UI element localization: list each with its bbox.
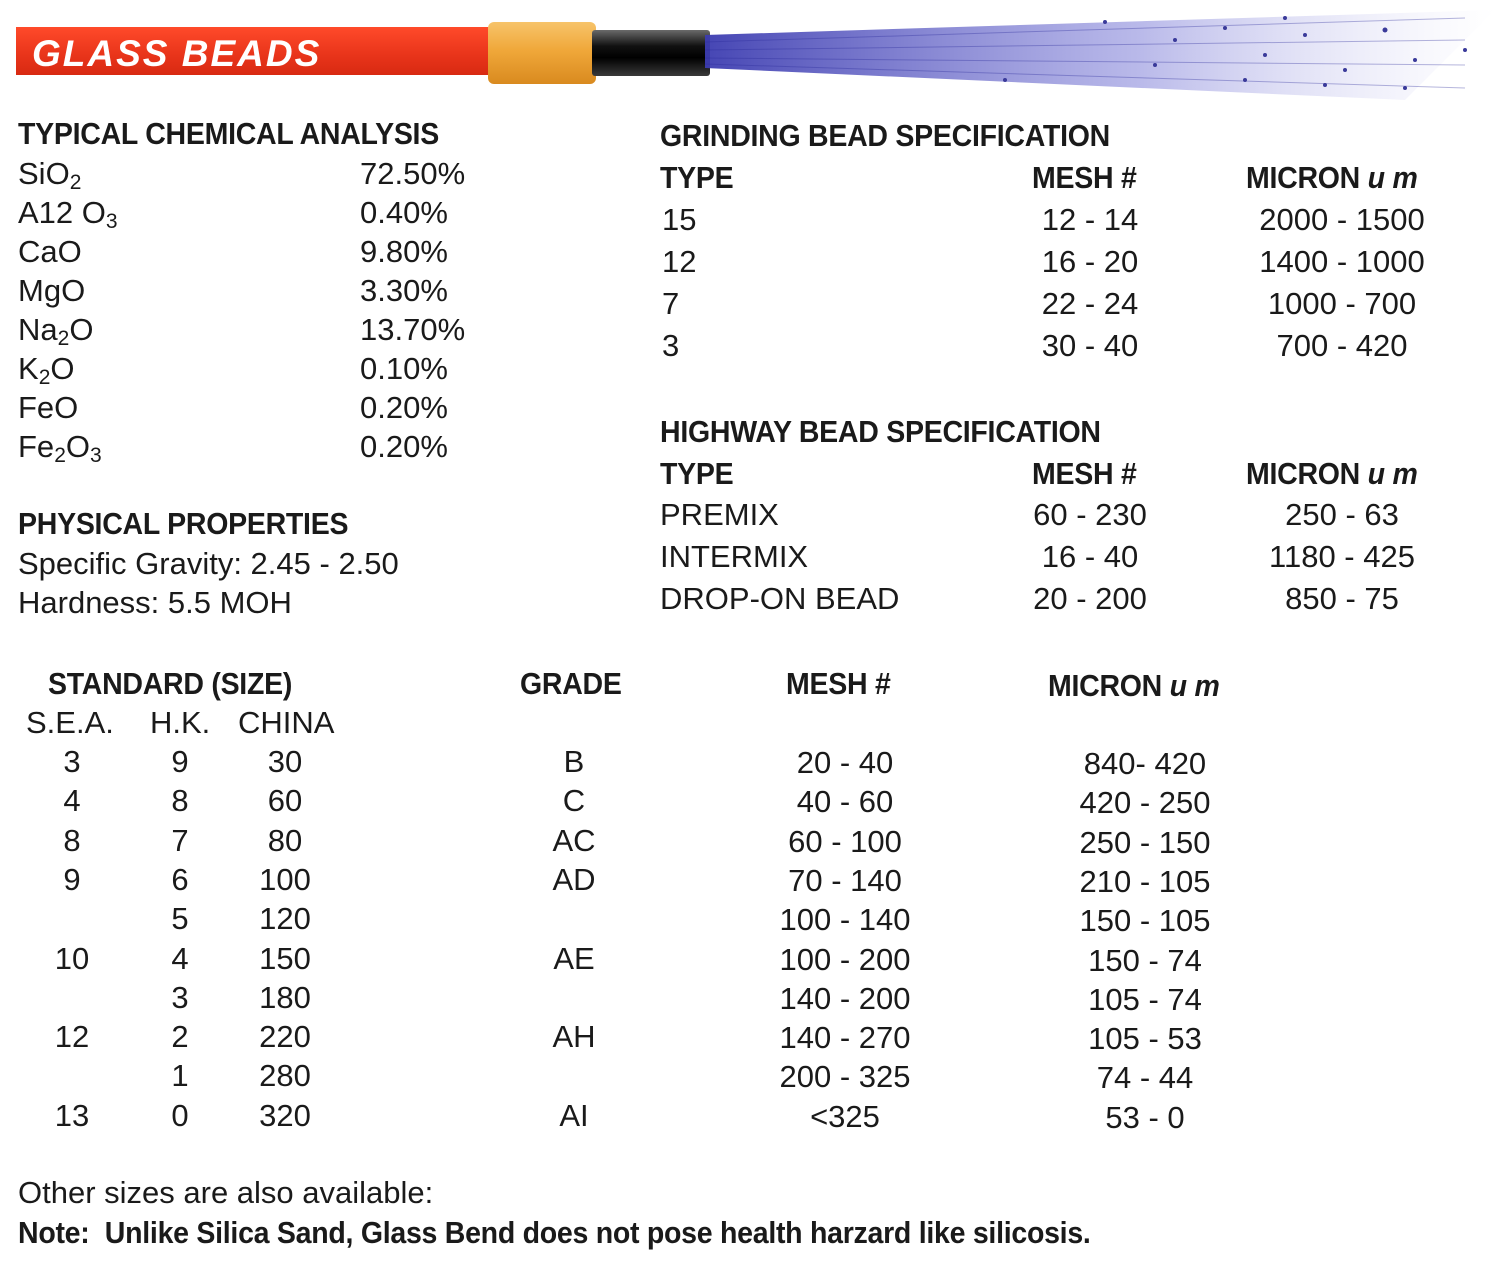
- grinding-micron: 700 - 420: [1276, 328, 1408, 363]
- standard-mesh: 140 - 200: [779, 980, 911, 1016]
- grinding-type: 15: [662, 202, 697, 237]
- standard-sea: 9: [63, 861, 81, 897]
- grinding-micron: 2000 - 1500: [1259, 202, 1425, 237]
- standard-sea: 10: [54, 940, 90, 976]
- chemical-formula: $Na_2O$: [18, 312, 94, 350]
- standard-micron: 105 - 74: [1088, 981, 1202, 1017]
- standard-mesh: 100 - 200: [779, 941, 911, 977]
- highway-type: PREMIX: [660, 497, 779, 532]
- standard-mesh: 140 - 270: [779, 1020, 911, 1056]
- chemical-formula: $Fe_2O_3$: [18, 429, 102, 467]
- grinding-type: 3: [662, 328, 680, 363]
- chemical-value: 0.10%: [360, 351, 448, 386]
- banner-title: GLASS BEADS: [32, 33, 322, 74]
- grinding-col-micron: MICRON u m: [1246, 160, 1418, 195]
- bead-spray-icon: [705, 10, 1495, 100]
- grinding-heading: GRINDING BEAD SPECIFICATION: [660, 118, 1110, 153]
- grinding-type: 12: [662, 244, 697, 279]
- grinding-col-type: TYPE: [660, 160, 734, 195]
- standard-col-mesh: MESH #: [786, 666, 891, 701]
- highway-mesh: 16 - 40: [1041, 539, 1139, 574]
- standard-china: 60: [267, 783, 303, 819]
- standard-hk: 9: [171, 744, 189, 779]
- nozzle-collar-icon: [488, 22, 596, 84]
- standard-micron: 150 - 74: [1088, 942, 1202, 978]
- chemical-value: 72.50%: [360, 156, 466, 191]
- grinding-mesh: 12 - 14: [1041, 202, 1139, 237]
- standard-sea: 8: [63, 822, 81, 858]
- chemical-formula: FeO: [18, 390, 79, 425]
- highway-micron: 250 - 63: [1285, 497, 1399, 532]
- highway-type: DROP-ON BEAD: [660, 581, 900, 616]
- standard-mesh: 40 - 60: [796, 784, 894, 820]
- highway-micron: 850 - 75: [1285, 581, 1399, 616]
- other-sizes-note: Other sizes are also available:: [18, 1175, 434, 1210]
- standard-mesh: 70 - 140: [788, 862, 902, 898]
- standard-mesh: 200 - 325: [779, 1059, 911, 1095]
- chemical-value: 3.30%: [360, 273, 448, 308]
- standard-china: 30: [267, 744, 303, 779]
- standard-mesh: 60 - 100: [788, 823, 902, 859]
- standard-mesh: <325: [810, 1098, 880, 1134]
- standard-sea: 13: [54, 1097, 90, 1133]
- grinding-mesh: 30 - 40: [1041, 328, 1139, 363]
- standard-sea: 3: [63, 744, 81, 779]
- standard-col-micron: MICRON u m: [1048, 668, 1220, 703]
- hardness: Hardness: 5.5 MOH: [18, 585, 292, 620]
- standard-china: 100: [259, 861, 311, 897]
- grinding-col-mesh: MESH #: [1032, 160, 1137, 195]
- formula-suffix: $O_3$: [65, 429, 102, 467]
- standard-china: 320: [259, 1097, 311, 1133]
- standard-micron: 420 - 250: [1079, 785, 1211, 821]
- highway-type: INTERMIX: [660, 539, 809, 574]
- standard-micron: 250 - 150: [1079, 824, 1211, 860]
- standard-china: 80: [267, 822, 303, 858]
- standard-china: 120: [259, 901, 311, 937]
- highway-heading: HIGHWAY BEAD SPECIFICATION: [660, 414, 1101, 449]
- highway-mesh: 20 - 200: [1033, 581, 1147, 616]
- standard-micron: 74 - 44: [1096, 1060, 1194, 1096]
- standard-hk: 8: [171, 783, 189, 819]
- standard-col-china: CHINA: [238, 705, 335, 740]
- standard-sea: 12: [54, 1019, 90, 1055]
- standard-grade: B: [563, 744, 585, 779]
- specific-gravity: Specific Gravity: 2.45 - 2.50: [18, 546, 399, 581]
- standard-grade: AI: [559, 1097, 589, 1133]
- chemical-value: 13.70%: [360, 312, 466, 347]
- standard-china: 280: [259, 1058, 311, 1094]
- standard-hk: 7: [171, 822, 189, 858]
- standard-micron: 105 - 53: [1088, 1021, 1202, 1057]
- grinding-type: 7: [662, 286, 680, 321]
- standard-china: 180: [259, 979, 311, 1015]
- standard-col-hk: H.K.: [150, 705, 211, 740]
- chemical-formula: MgO: [18, 273, 86, 308]
- grinding-mesh: 22 - 24: [1041, 286, 1139, 321]
- highway-col-micron: MICRON u m: [1246, 456, 1418, 491]
- standard-col-grade: GRADE: [520, 666, 622, 701]
- standard-hk: 4: [171, 940, 189, 976]
- health-note: Note: Unlike Silica Sand, Glass Bend does not pose health harzard like silicosis.: [18, 1215, 1091, 1250]
- standard-sea: 4: [63, 783, 81, 819]
- standard-heading: STANDARD (SIZE): [48, 666, 293, 701]
- standard-hk: 0: [171, 1097, 189, 1133]
- standard-micron: 53 - 0: [1105, 1099, 1185, 1135]
- standard-micron: 150 - 105: [1079, 903, 1211, 939]
- standard-micron: 210 - 105: [1079, 863, 1211, 899]
- grinding-mesh: 16 - 20: [1041, 244, 1139, 279]
- standard-hk: 3: [171, 979, 189, 1015]
- standard-china: 220: [259, 1019, 311, 1055]
- standard-grade: C: [562, 783, 586, 819]
- grinding-micron: 1400 - 1000: [1259, 244, 1425, 279]
- highway-mesh: 60 - 230: [1033, 497, 1147, 532]
- chemical-formula: A12 $O_3$: [18, 195, 118, 233]
- standard-grade: AD: [552, 861, 596, 897]
- highway-col-type: TYPE: [660, 456, 734, 491]
- standard-micron: 840- 420: [1083, 746, 1207, 781]
- highway-col-mesh: MESH #: [1032, 456, 1137, 491]
- chemical-formula: CaO: [18, 234, 82, 269]
- chemical-heading: TYPICAL CHEMICAL ANALYSIS: [18, 116, 439, 151]
- chemical-value: 0.20%: [360, 390, 448, 425]
- highway-micron: 1180 - 425: [1269, 539, 1415, 574]
- standard-hk: 2: [171, 1019, 189, 1055]
- standard-china: 150: [259, 940, 311, 976]
- physical-heading: PHYSICAL PROPERTIES: [18, 506, 349, 541]
- grinding-micron: 1000 - 700: [1267, 286, 1417, 321]
- standard-mesh: 20 - 40: [796, 745, 894, 780]
- chemical-formula: $K_2O$: [18, 351, 75, 389]
- nozzle-tip-icon: [592, 30, 710, 76]
- standard-col-sea: S.E.A.: [26, 705, 114, 740]
- standard-hk: 6: [171, 861, 189, 897]
- standard-grade: AE: [553, 940, 595, 976]
- chemical-value: 0.20%: [360, 429, 448, 464]
- chemical-value: 0.40%: [360, 195, 448, 230]
- standard-hk: 1: [171, 1058, 189, 1094]
- chemical-value: 9.80%: [360, 234, 448, 269]
- chemical-formula: SiO$_2$: [18, 156, 82, 194]
- standard-hk: 5: [171, 901, 189, 937]
- standard-mesh: 100 - 140: [779, 902, 911, 938]
- standard-grade: AH: [552, 1019, 596, 1055]
- standard-grade: AC: [552, 822, 596, 858]
